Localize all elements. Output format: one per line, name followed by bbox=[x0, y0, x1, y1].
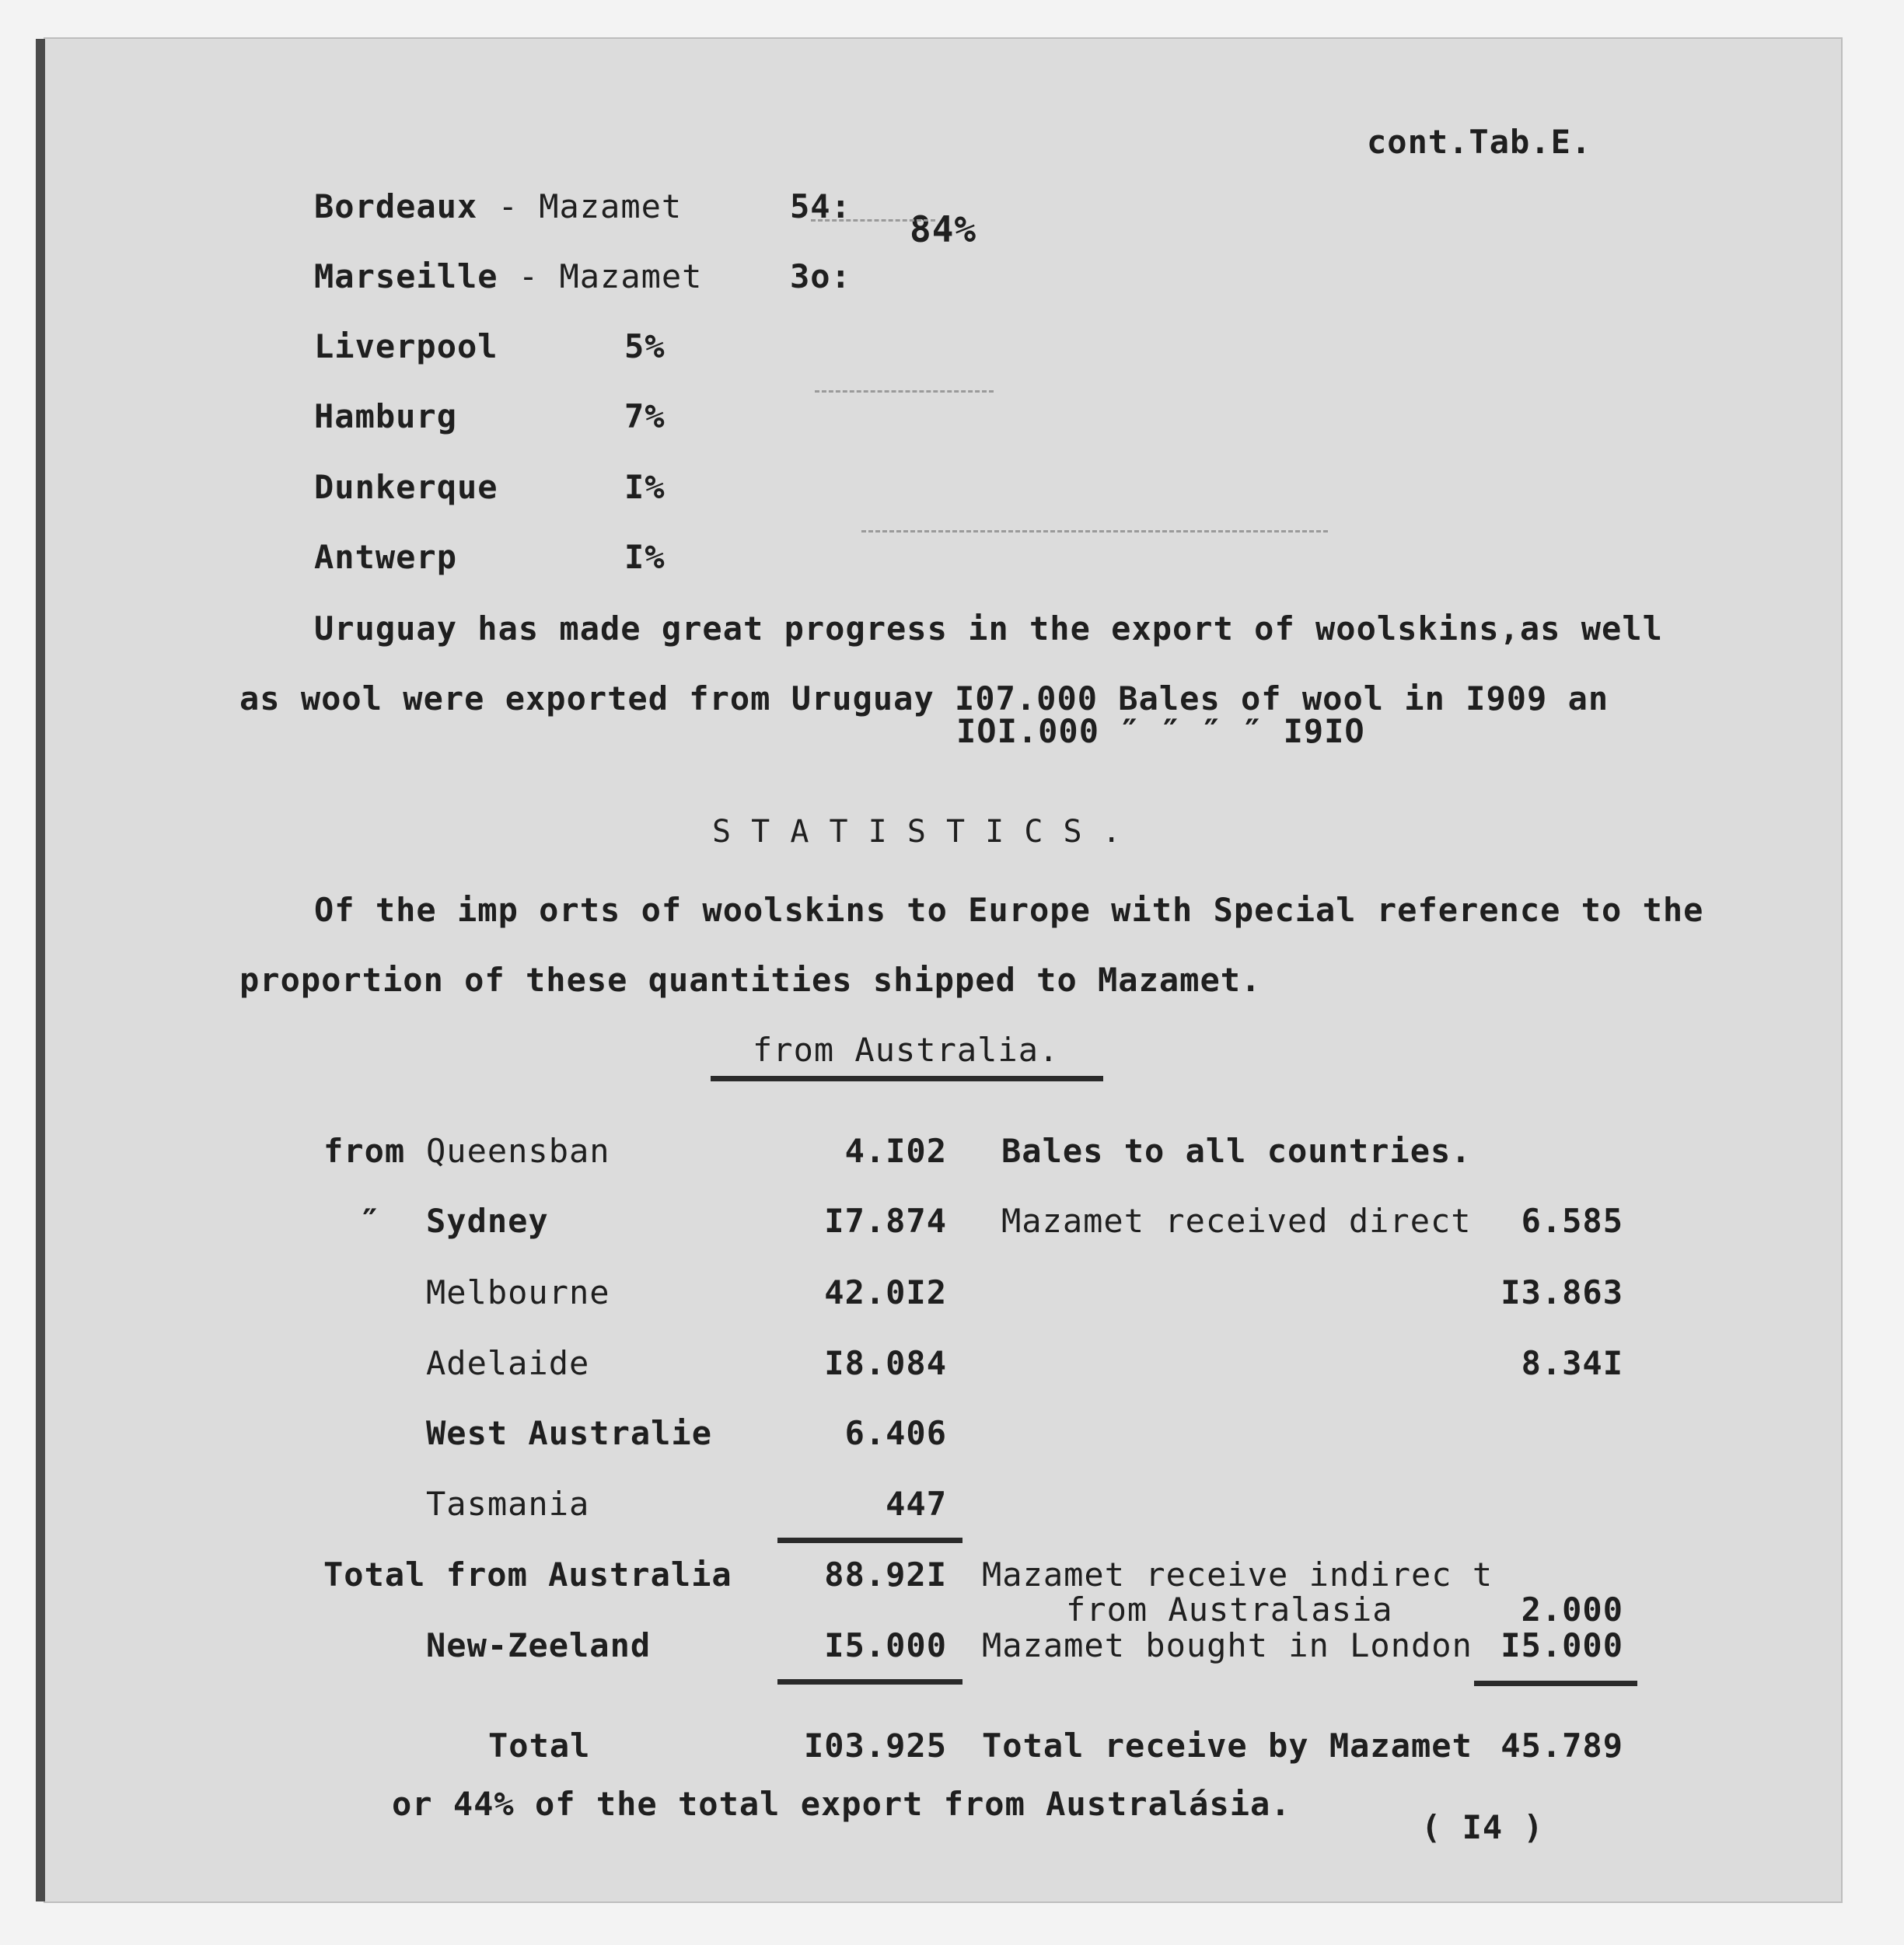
faint-dash bbox=[861, 530, 1328, 534]
route-origin: Bordeaux bbox=[314, 187, 478, 225]
row-name: Tasmania bbox=[426, 1485, 590, 1523]
faint-dash bbox=[815, 390, 994, 394]
port-name: Liverpool bbox=[314, 327, 498, 365]
row-prefix: from bbox=[323, 1132, 406, 1170]
intro-line: proportion of these quantities shipped to Mazamet. bbox=[239, 961, 1262, 999]
row-note: Mazamet received direct bbox=[1001, 1202, 1472, 1240]
port-percent: I% bbox=[624, 538, 666, 576]
new-zealand-label: New-Zeeland bbox=[426, 1626, 652, 1664]
row-value: 6.406 bbox=[844, 1414, 947, 1452]
statistics-heading: S T A T I S T I C S . bbox=[712, 814, 1122, 850]
route-separator: - bbox=[498, 187, 519, 225]
mazamet-total-rule bbox=[1474, 1681, 1637, 1686]
ditto-mark: ″ bbox=[360, 1202, 381, 1240]
row-name: West Australie bbox=[426, 1414, 713, 1452]
london-value: I5.000 bbox=[1500, 1626, 1623, 1664]
row-value: 4.I02 bbox=[844, 1132, 947, 1170]
port-name: Hamburg bbox=[314, 397, 458, 435]
port-name: Antwerp bbox=[314, 538, 458, 576]
route-row bbox=[314, 257, 703, 295]
row-note: Bales to all countries. bbox=[1001, 1132, 1472, 1170]
grand-total-label: Total bbox=[488, 1727, 591, 1765]
port-name: Dunkerque bbox=[314, 468, 498, 506]
mazamet-total-value: 45.789 bbox=[1500, 1727, 1623, 1765]
port-percent: 5% bbox=[624, 327, 666, 365]
london-label: Mazamet bought in London bbox=[982, 1626, 1473, 1664]
conclusion-line: or 44% of the total export from Australásia. bbox=[392, 1785, 1291, 1823]
paragraph-line: as wool were exported from Uruguay I07.000 Bales of wool in I909 an bbox=[239, 679, 1609, 718]
grand-total-value: I03.925 bbox=[803, 1727, 947, 1765]
total-rule bbox=[777, 1679, 962, 1685]
row-value: I7.874 bbox=[824, 1202, 947, 1240]
port-percent: I% bbox=[624, 468, 666, 506]
subtotal-rule bbox=[777, 1538, 962, 1543]
port-percent: 7% bbox=[624, 397, 666, 435]
faint-dash bbox=[811, 219, 935, 223]
page-reference: cont.Tab.E. bbox=[1367, 123, 1592, 161]
row-name: Sydney bbox=[426, 1202, 549, 1240]
routes-total-percent: 84% bbox=[910, 208, 977, 250]
new-zealand-value: I5.000 bbox=[824, 1626, 947, 1664]
row-value: I8.084 bbox=[824, 1344, 947, 1382]
page-number: ( I4 ) bbox=[1421, 1808, 1544, 1846]
route-value: 3o: bbox=[790, 257, 851, 295]
indirect-label-line2: from Australasia bbox=[1066, 1591, 1393, 1629]
route-destination: Mazamet bbox=[559, 257, 703, 295]
route-row bbox=[314, 187, 683, 225]
section-subheading: from Australia. bbox=[753, 1031, 1060, 1069]
row-name: Melbourne bbox=[426, 1273, 610, 1311]
row-mazamet: I3.863 bbox=[1500, 1273, 1623, 1311]
row-value: 42.0I2 bbox=[824, 1273, 947, 1311]
row-value: 447 bbox=[886, 1485, 947, 1523]
mazamet-total-label: Total receive by Mazamet bbox=[982, 1727, 1473, 1765]
row-name: Adelaide bbox=[426, 1344, 590, 1382]
indirect-label: Mazamet receive indirec t bbox=[982, 1556, 1494, 1594]
row-mazamet: 8.34I bbox=[1521, 1344, 1623, 1382]
route-destination: Mazamet bbox=[539, 187, 683, 225]
route-value: 54: bbox=[790, 187, 851, 225]
row-mazamet: 6.585 bbox=[1521, 1202, 1623, 1240]
subheading-underline bbox=[711, 1076, 1103, 1081]
total-australia-label: Total from Australia bbox=[323, 1556, 732, 1594]
route-origin: Marseille bbox=[314, 257, 498, 295]
document-sheet bbox=[45, 39, 1841, 1901]
row-name: Queensban bbox=[426, 1132, 610, 1170]
total-australia-value: 88.92I bbox=[824, 1556, 947, 1594]
paragraph-line: IOI.000 ″ ″ ″ ″ I9IO bbox=[956, 712, 1365, 750]
indirect-value: 2.000 bbox=[1521, 1591, 1623, 1629]
paragraph-line: Uruguay has made great progress in the export of woolskins,as well bbox=[314, 609, 1663, 648]
intro-line: Of the imp orts of woolskins to Europe with Special reference to the bbox=[314, 891, 1704, 929]
route-separator: - bbox=[518, 257, 540, 295]
